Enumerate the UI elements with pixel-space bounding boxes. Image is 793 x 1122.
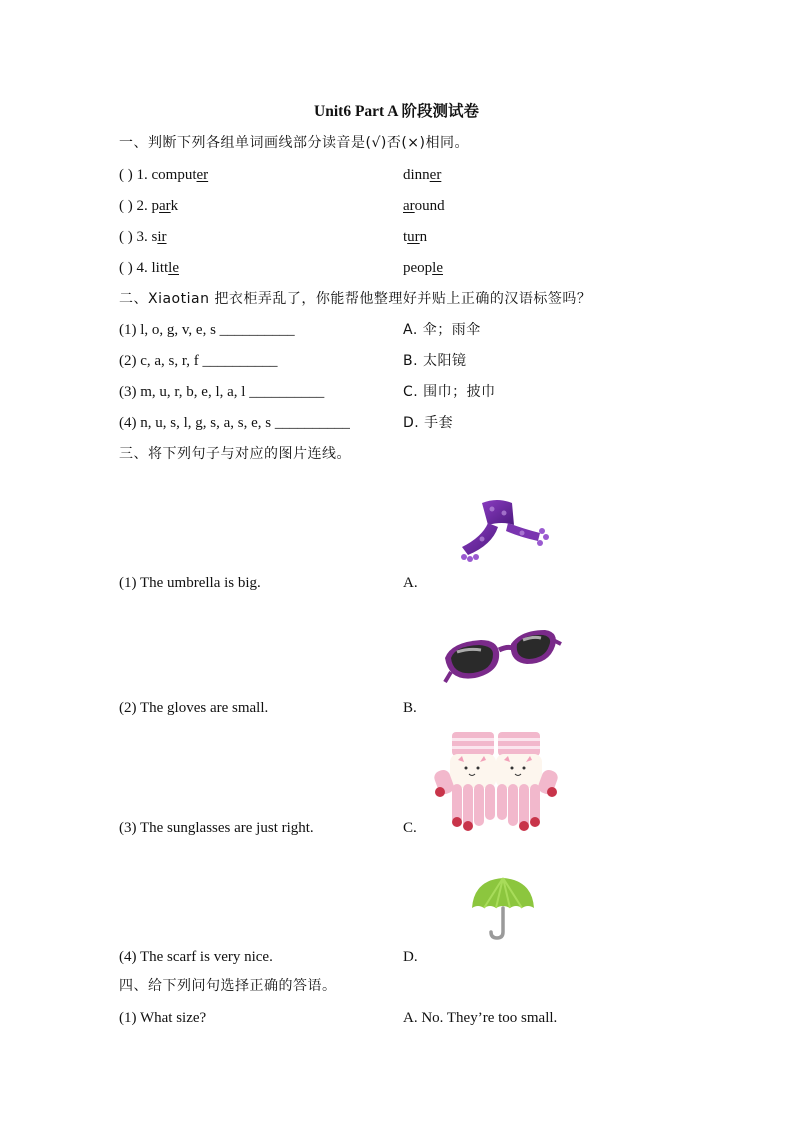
answer-blank[interactable]: ( ) bbox=[119, 198, 133, 214]
section4-question-1: (1) What size? bbox=[119, 1010, 207, 1026]
underlined-part: ur bbox=[407, 229, 420, 245]
section2-option-c: C. 围巾；披巾 bbox=[403, 384, 496, 400]
gloves-icon bbox=[432, 728, 562, 832]
section3-heading: 三、将下列句子与对应的图片连线。 bbox=[119, 446, 351, 462]
underlined-part: ar bbox=[403, 198, 415, 214]
section2-item-3[interactable]: (3) m, u, r, b, e, l, a, l __________ bbox=[119, 384, 325, 400]
gloves-picture[interactable] bbox=[432, 728, 562, 832]
section1-item-2-left: ( ) 2. park bbox=[119, 198, 179, 214]
answer-blank[interactable]: ( ) bbox=[119, 167, 133, 183]
section1-item-2-right: around bbox=[403, 198, 445, 214]
section3-sentence-3[interactable]: (3) The sunglasses are just right. bbox=[119, 820, 314, 836]
section2-item-1[interactable]: (1) l, o, g, v, e, s __________ bbox=[119, 322, 295, 338]
section2-option-a: A. 伞；雨伞 bbox=[403, 322, 481, 338]
section3-sentence-4[interactable]: (4) The scarf is very nice. bbox=[119, 949, 273, 965]
section3-sentence-2[interactable]: (2) The gloves are small. bbox=[119, 700, 269, 716]
underlined-part: er bbox=[429, 167, 442, 183]
section1-item-3-left: ( ) 3. sir bbox=[119, 229, 167, 245]
scarf-picture[interactable] bbox=[452, 495, 552, 563]
page-title: Unit6 Part A 阶段测试卷 bbox=[314, 103, 479, 120]
section1-item-4-left: ( ) 4. little bbox=[119, 260, 179, 276]
answer-blank[interactable]: ( ) bbox=[119, 260, 133, 276]
section1-item-1-right: dinner bbox=[403, 167, 442, 183]
section2-item-2[interactable]: (2) c, a, s, r, f __________ bbox=[119, 353, 278, 369]
section2-heading: 二、Xiaotian 把衣柜弄乱了，你能帮他整理好并贴上正确的汉语标签吗？ bbox=[119, 291, 592, 307]
section1-item-3-right: turn bbox=[403, 229, 428, 245]
scarf-icon bbox=[452, 495, 552, 563]
section3-letter-c: C. bbox=[403, 820, 417, 836]
section3-letter-b: B. bbox=[403, 700, 417, 716]
underlined-part: er bbox=[196, 167, 209, 183]
section2-item-4[interactable]: (4) n, u, s, l, g, s, a, s, e, s __________ bbox=[119, 415, 350, 431]
underlined-part: ar bbox=[159, 198, 171, 214]
underlined-part: ir bbox=[157, 229, 167, 245]
section4-heading: 四、给下列问句选择正确的答语。 bbox=[119, 978, 337, 994]
section2-option-b: B. 太阳镜 bbox=[403, 353, 467, 369]
umbrella-icon bbox=[468, 874, 538, 942]
section1-item-1-left: ( ) 1. computer bbox=[119, 167, 209, 183]
section3-sentence-1[interactable]: (1) The umbrella is big. bbox=[119, 575, 261, 591]
underlined-part: le bbox=[432, 260, 443, 276]
sunglasses-picture[interactable] bbox=[441, 624, 563, 686]
sunglasses-icon bbox=[441, 624, 563, 686]
answer-blank[interactable]: ( ) bbox=[119, 229, 133, 245]
section2-option-d: D. 手套 bbox=[403, 415, 454, 431]
section3-letter-d: D. bbox=[403, 949, 418, 965]
section3-letter-a: A. bbox=[403, 575, 418, 591]
section1-item-4-right: people bbox=[403, 260, 443, 276]
underlined-part: le bbox=[168, 260, 179, 276]
umbrella-picture[interactable] bbox=[468, 874, 538, 942]
section4-answer-a[interactable]: A. No. They’re too small. bbox=[403, 1010, 558, 1026]
section1-heading: 一、判断下列各组单词画线部分读音是(√)否(×)相同。 bbox=[119, 135, 469, 151]
